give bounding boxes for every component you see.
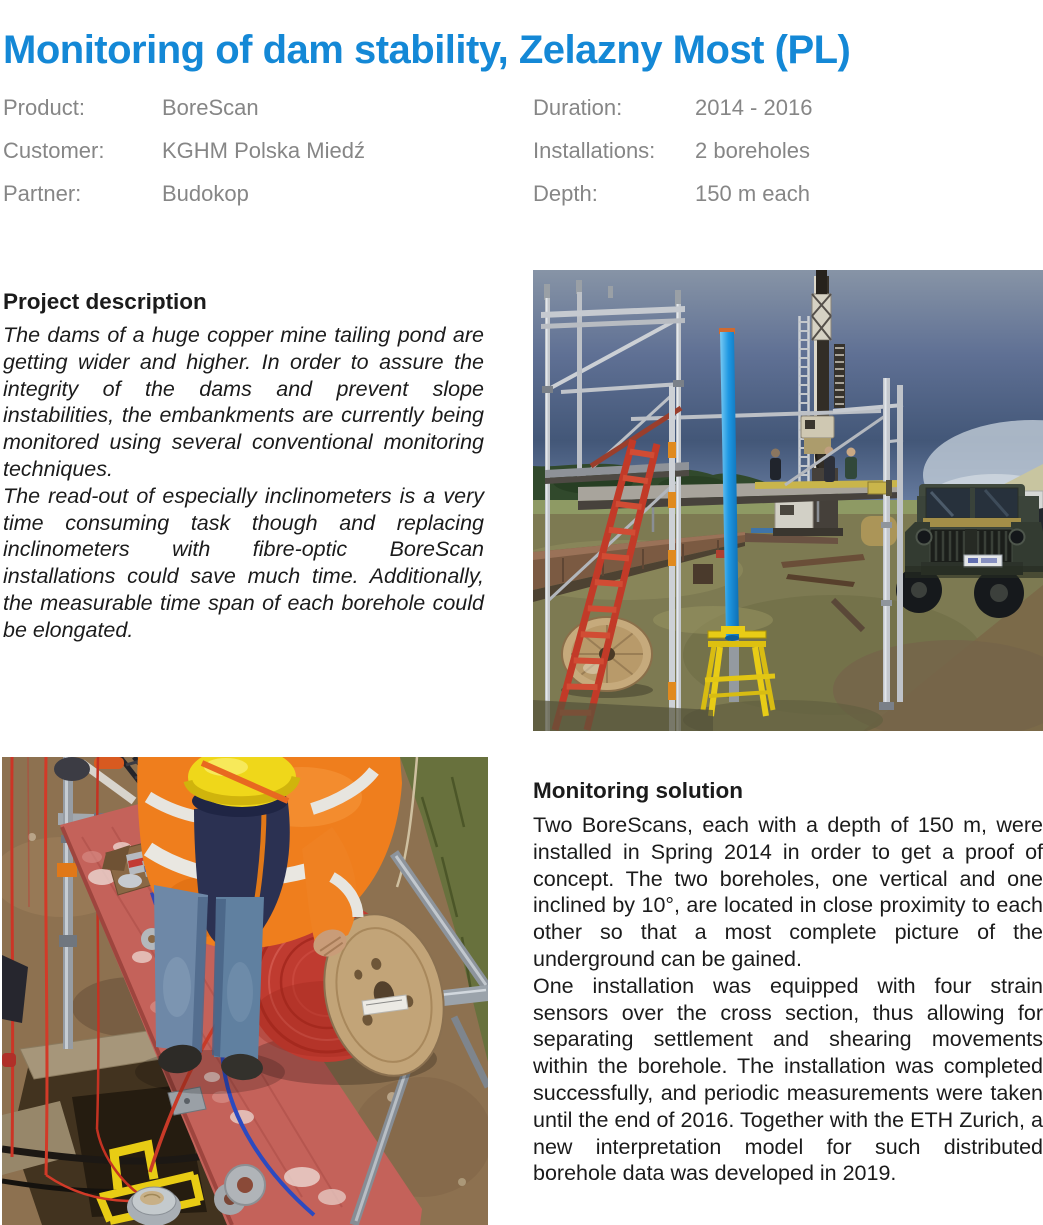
depth-label: Depth:	[533, 181, 598, 206]
project-description-paragraph-2: The read-out of especially inclinometers is a very time consuming task though and replacing inclinometers with fibre-optic BoreScan installations could save much time. Additionally, the measurable time span of each borehole could be elongated.	[3, 483, 484, 642]
metadata-left-column	[3, 96, 503, 225]
partner-value: Budokop	[162, 181, 249, 206]
customer-label: Customer:	[3, 138, 105, 163]
cable-reel-illustration	[2, 757, 488, 1225]
metadata-right-column	[533, 96, 1043, 225]
meta-row-duration	[533, 96, 1043, 120]
depth-value: 150 m each	[695, 181, 810, 206]
drill-site-photo	[533, 270, 1043, 731]
meta-row-depth	[533, 182, 1043, 206]
duration-value: 2014 - 2016	[695, 95, 813, 120]
partner-label: Partner:	[3, 181, 82, 206]
monitoring-solution-paragraph-1: Two BoreScans, each with a depth of 150 m, were installed in Spring 2014 in order to get a proof of concept. The two boreholes, one vertical and one inclined by 10°, are located in close proximity to each other so that a most complete picture of the underground can be gained.	[533, 813, 1043, 971]
meta-row-customer	[3, 139, 503, 163]
installations-label: Installations:	[533, 138, 656, 163]
duration-label: Duration:	[533, 95, 623, 120]
page-title: Monitoring of dam stability, Zelazny Most (PL)	[3, 27, 851, 72]
drill-site-illustration	[533, 270, 1043, 731]
helmet	[188, 757, 296, 807]
installations-value: 2 boreholes	[695, 138, 810, 163]
customer-value: KGHM Polska Miedź	[162, 138, 365, 163]
monitoring-solution-paragraph-2: One installation was equipped with four strain sensors over the cross section, thus allowing for separating settlement and shearing movements within the borehole. The installation was completed successfully, and periodic measurements were taken until the end of 2016. Together with the ETH Zurich, a new interpretation model for such distributed borehole data was developed in 2019.	[533, 973, 1043, 1186]
project-description-paragraph-1: The dams of a huge copper mine tailing pond are getting wider and higher. In order to assure the integrity of the dams and prevent slope instabilities, the embankments are currently being monitored using several conventional monitoring techniques.	[3, 323, 484, 481]
project-description-text	[3, 322, 484, 644]
product-value: BoreScan	[162, 95, 259, 120]
meta-row-installations	[533, 139, 1043, 163]
monitoring-solution-text	[533, 812, 1043, 1187]
cable-reel-photo	[2, 757, 488, 1225]
project-description-heading: Project description	[3, 288, 207, 314]
product-label: Product:	[3, 95, 85, 120]
monitoring-solution-heading: Monitoring solution	[533, 777, 743, 803]
meta-row-partner	[3, 182, 503, 206]
meta-row-product	[3, 96, 503, 120]
